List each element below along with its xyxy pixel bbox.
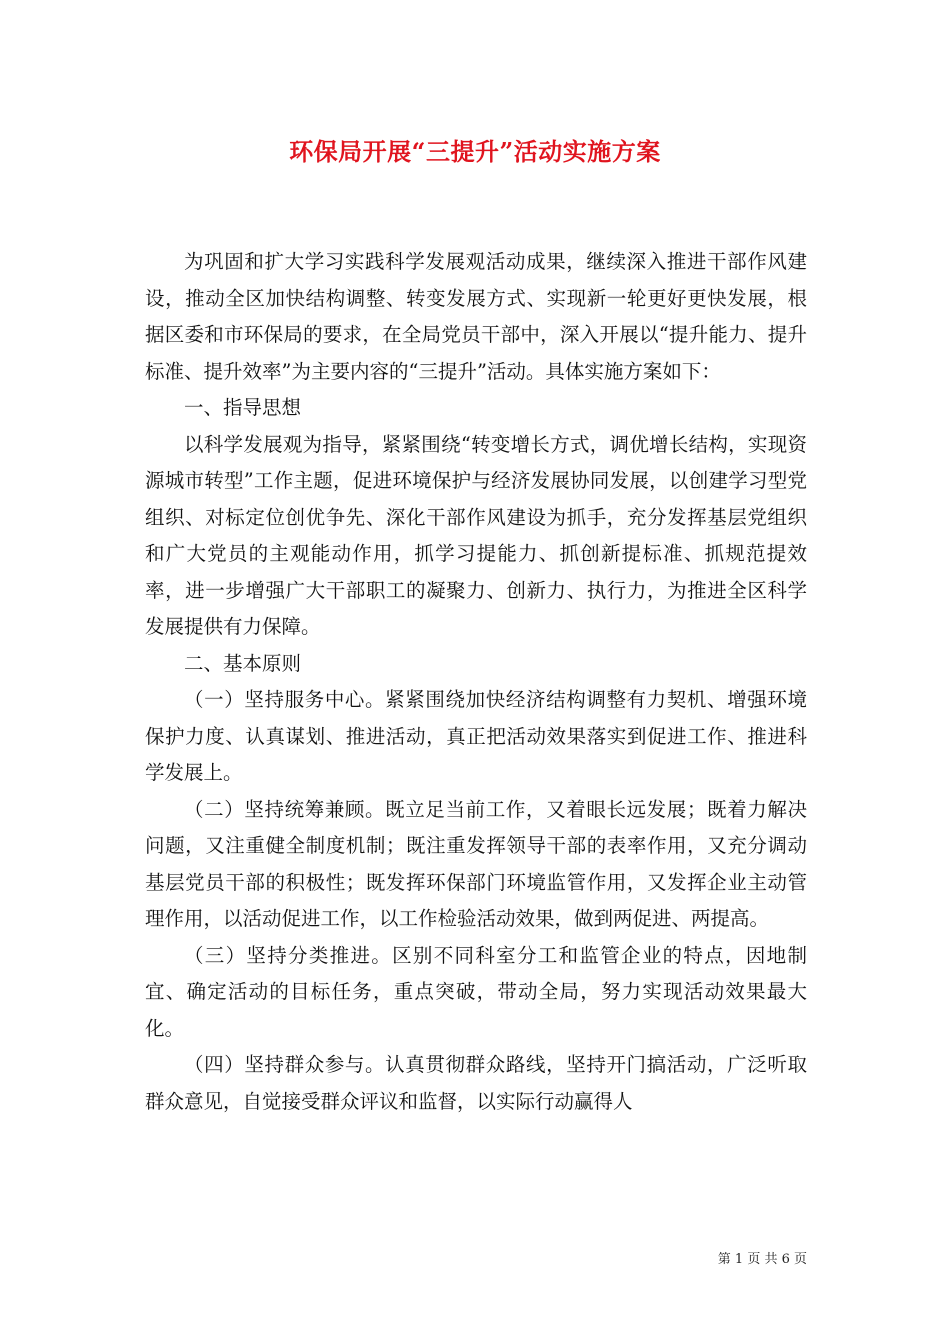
principle-2-paragraph: （二）坚持统筹兼顾。既立足当前工作，又着眼长远发展；既着力解决问题，又注重健全制度机制；既注重发挥领导干部的表率作用，又充分调动基层党员干部的积极性；既发挥环保部门环境监管作用，又发挥企业主动管理作用，以活动促进工作，以工作检验活动效果，做到两促进、两提高。	[145, 797, 807, 930]
document-title: 环保局开展“三提升”活动实施方案	[289, 137, 661, 166]
section-heading-guiding-thought: 一、指导思想	[184, 396, 302, 419]
page-number-footer: 第 1 页 共 6 页	[717, 1252, 807, 1267]
section-heading-basic-principles: 二、基本原则	[184, 651, 302, 675]
document-body	[145, 244, 807, 1120]
intro-paragraph: 为巩固和扩大学习实践科学发展观活动成果，继续深入推进干部作风建设，推动全区加快结构调整、转变发展方式、实现新一轮更好更快发展，根据区委和市环保局的要求，在全局党员干部中，深入开展以“提升能力、提升标准、提升效率”为主要内容的“三提升”活动。具体实施方案如下：	[145, 250, 807, 383]
principle-1-paragraph: （一）坚持服务中心。紧紧围绕加快经济结构调整有力契机、增强环境保护力度、认真谋划、推进活动，真正把活动效果落实到促进工作、推进科学发展上。	[145, 688, 807, 784]
principle-3-paragraph: （三）坚持分类推进。区别不同科室分工和监管企业的特点，因地制宜、确定活动的目标任务，重点突破，带动全局，努力实现活动效果最大化。	[145, 943, 807, 1040]
principle-4-paragraph: （四）坚持群众参与。认真贯彻群众路线，坚持开门搞活动，广泛听取群众意见，自觉接受群众评议和监督，以实际行动赢得人	[145, 1053, 807, 1113]
guiding-thought-paragraph: 以科学发展观为指导，紧紧围绕“转变增长方式，调优增长结构，实现资源城市转型”工作主题，促进环境保护与经济发展协同发展，以创建学习型党组织、对标定位创优争先、深化干部作风建设为抓手，充分发挥基层党组织和广大党员的主观能动作用，抓学习提能力、抓创新提标准、抓规范提效率，进一步增强广大干部职工的凝聚力、创新力、执行力，为推进全区科学发展提供有力保障。	[145, 432, 807, 638]
